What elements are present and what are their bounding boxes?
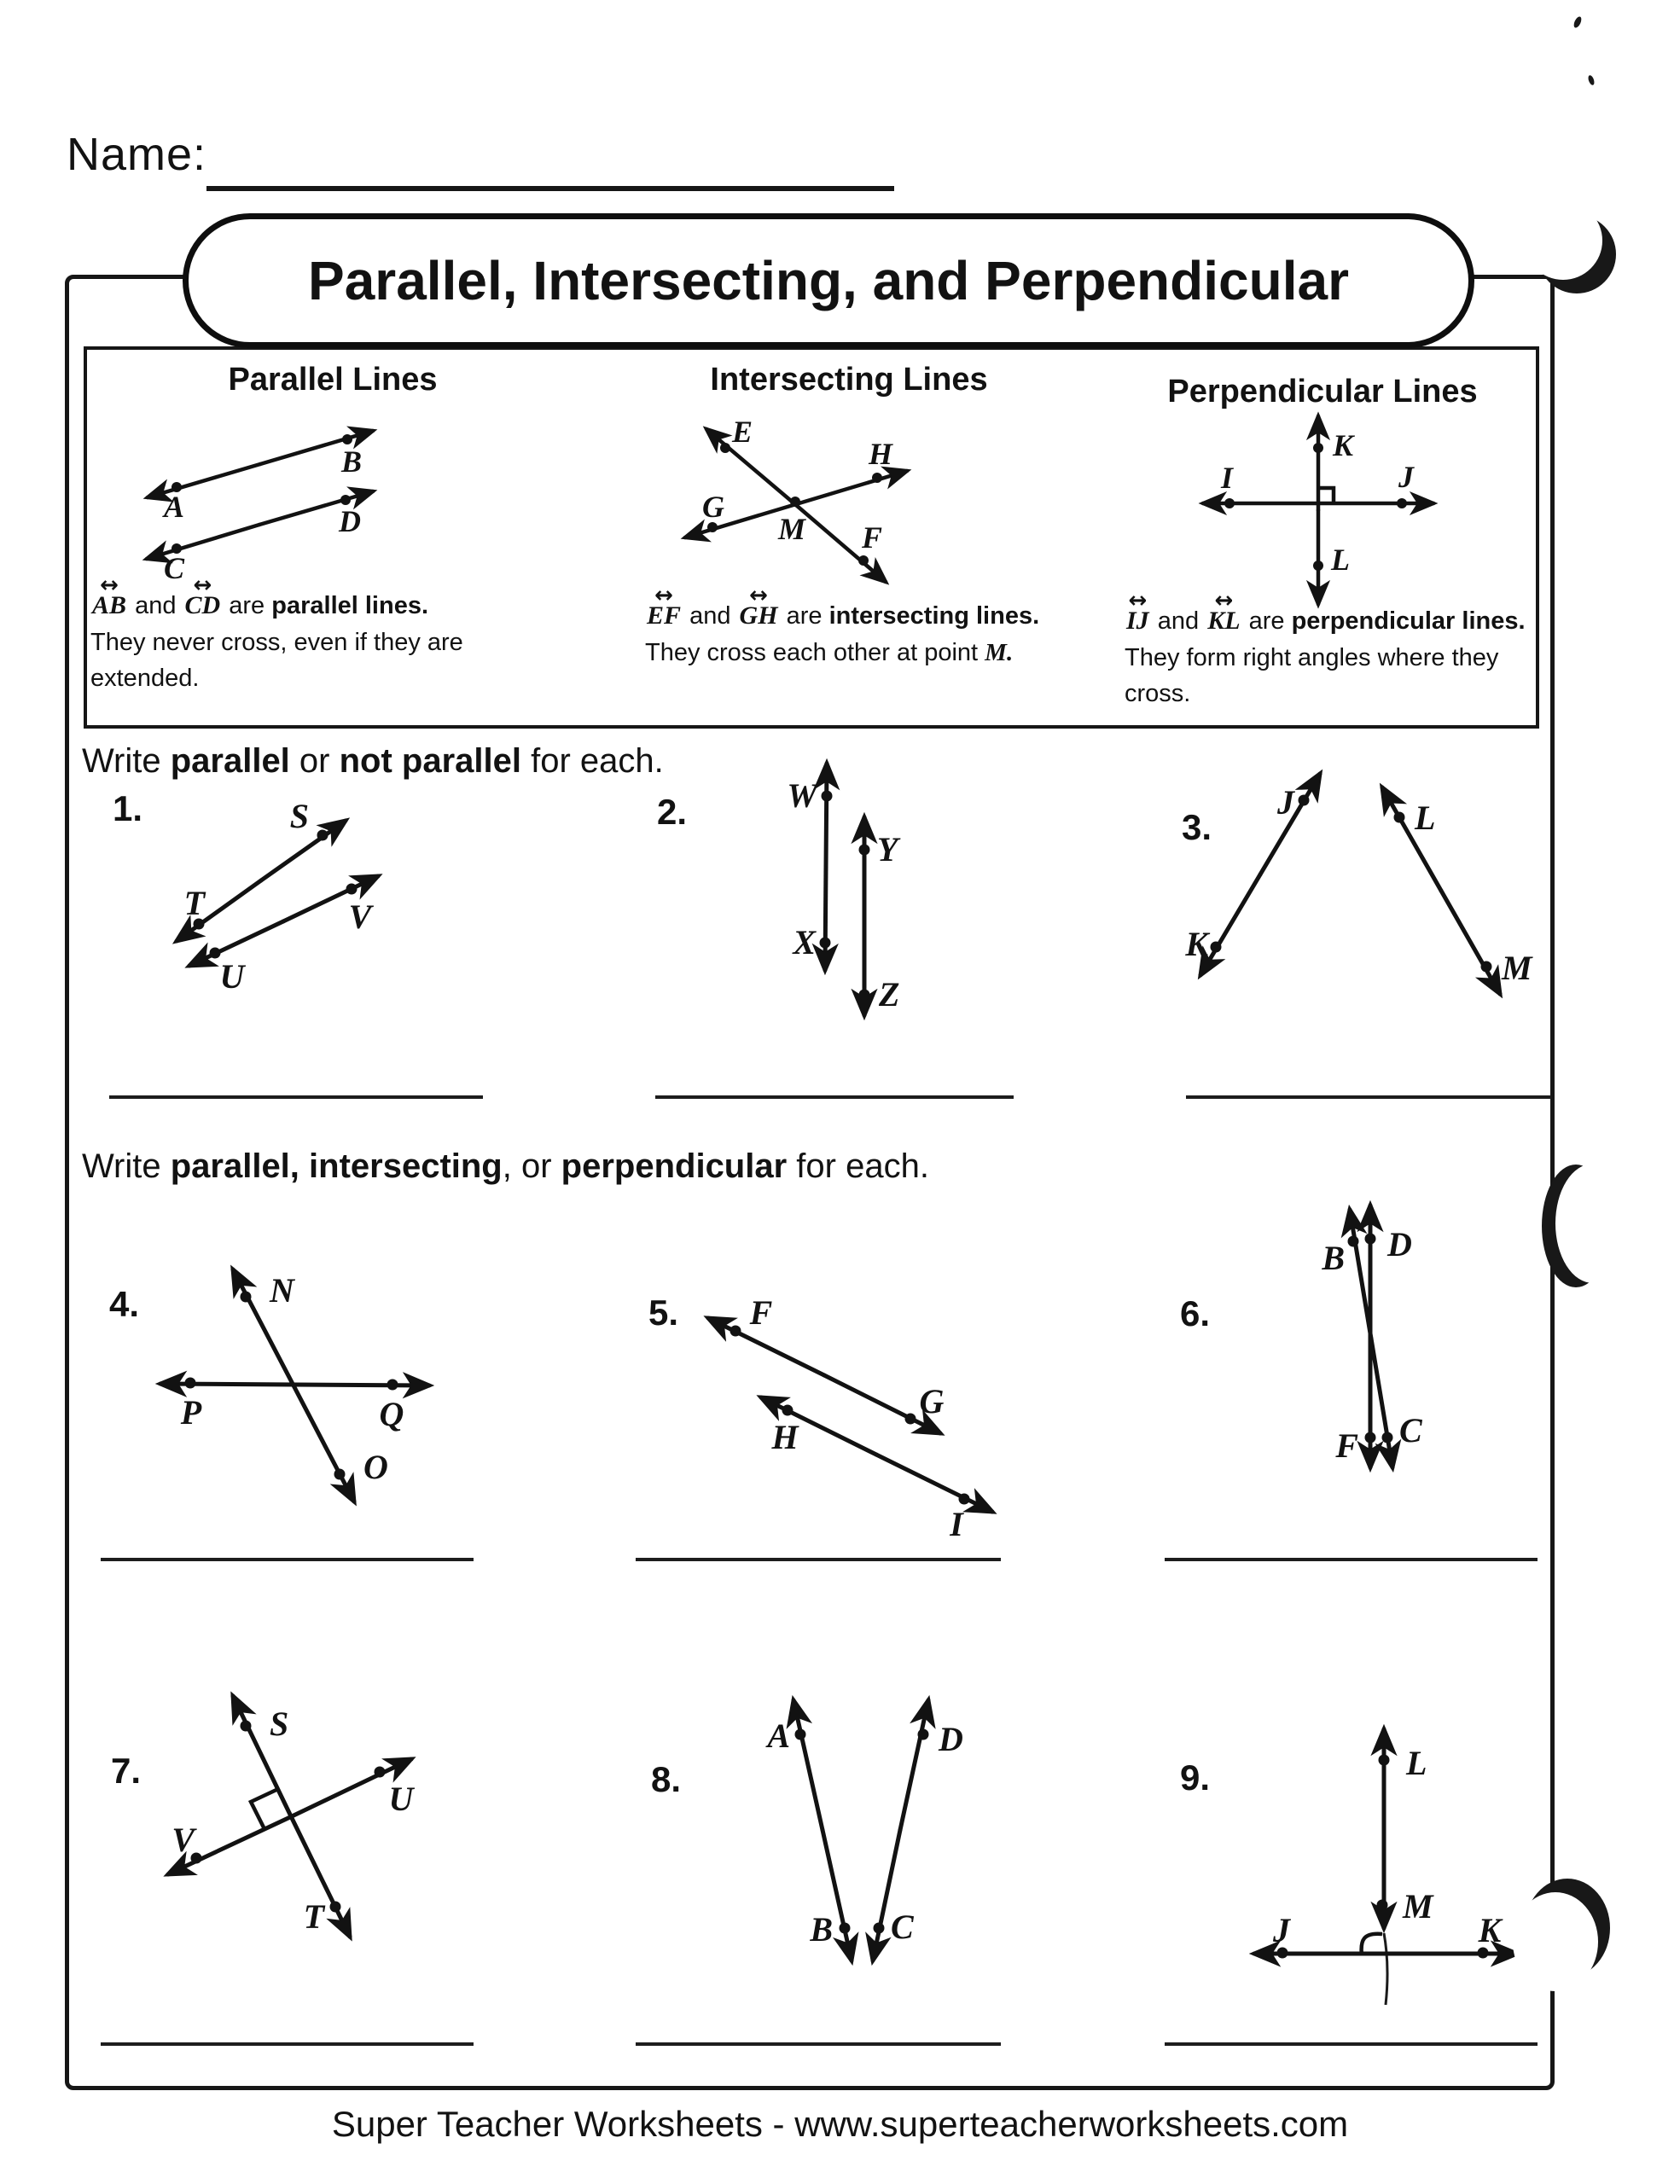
point-label-W: W — [787, 776, 817, 815]
point-U — [375, 1767, 386, 1778]
caption-text: and — [128, 592, 183, 619]
point-W — [822, 791, 833, 802]
point-label-L: L — [1406, 1744, 1427, 1782]
caption-desc: They form right angles where they cross. — [1125, 643, 1499, 707]
point-Y — [859, 845, 870, 856]
line-notation-AB: ↔ AB — [92, 587, 126, 624]
point-M — [790, 497, 800, 507]
diagram-reference-intersecting — [674, 410, 930, 610]
scan-artifact-crescent-bottom — [1523, 1877, 1617, 1992]
point-I — [959, 1494, 970, 1505]
point-N — [241, 1292, 252, 1303]
diagram-problem-2 — [623, 742, 1007, 1028]
problem-7-number: 7. — [111, 1751, 142, 1791]
diagram-problem-5 — [614, 1237, 1032, 1543]
caption-desc — [645, 635, 1166, 671]
problem-1-number: 1. — [113, 788, 143, 828]
point-Q — [387, 1380, 398, 1391]
problem-6-number: 6. — [1180, 1293, 1211, 1333]
point-V — [346, 884, 358, 895]
instr-bold: perpendicular — [561, 1147, 788, 1185]
point-label-B: B — [810, 1910, 833, 1949]
point-A — [795, 1729, 806, 1740]
caption-text: are — [222, 592, 272, 619]
point-label-D: D — [339, 504, 361, 538]
point-label-E: E — [731, 415, 753, 449]
point-label-V: V — [171, 1821, 195, 1859]
problem-5-number: 5. — [648, 1292, 679, 1333]
scan-artifact-crescent-middle — [1540, 1160, 1625, 1292]
caption-bold: perpendicular lines. — [1291, 607, 1526, 635]
instr-bold: not parallel — [339, 742, 521, 780]
caption-text: They cross each other at point — [645, 638, 985, 666]
point-label-D: D — [1387, 1225, 1412, 1263]
point-Z — [859, 990, 870, 1001]
point-label-C: C — [891, 1908, 914, 1946]
intersecting-caption — [645, 597, 1166, 671]
point-B — [1348, 1236, 1359, 1247]
point-H — [782, 1405, 793, 1416]
point-M-reference: M. — [985, 638, 1014, 666]
point-D — [918, 1729, 929, 1740]
point-label-M: M — [1502, 949, 1532, 987]
point-label-K: K — [1185, 925, 1208, 963]
point-label-A: A — [163, 490, 185, 524]
answer-line-6[interactable] — [1165, 1558, 1538, 1561]
point-label-M: M — [777, 512, 806, 546]
point-U — [210, 948, 221, 959]
point-label-V: V — [348, 897, 372, 936]
right-angle-mark — [1318, 488, 1334, 503]
answer-line-3[interactable] — [1186, 1095, 1551, 1099]
point-F — [1365, 1432, 1376, 1443]
diagram-problem-9 — [1135, 1664, 1561, 2018]
point-label-J: J — [1273, 1911, 1290, 1949]
diagram-reference-parallel — [77, 408, 452, 617]
caption-text: are — [779, 602, 829, 630]
point-F — [730, 1326, 741, 1337]
point-label-I: I — [950, 1505, 963, 1543]
point-label-H: H — [868, 437, 893, 471]
point-E — [720, 443, 730, 453]
line-notation-CD: ↔ CD — [185, 587, 221, 624]
point-I — [1224, 498, 1235, 508]
point-F — [858, 555, 869, 566]
point-label-B: B — [340, 444, 363, 479]
caption-bold: intersecting lines. — [828, 602, 1040, 630]
point-label-F: F — [1335, 1426, 1358, 1465]
point-T — [330, 1902, 341, 1913]
point-label-G: G — [702, 490, 724, 524]
perpendicular-caption — [1125, 602, 1551, 712]
line-notation-GH: ↔ GH — [740, 597, 778, 635]
diagram-problem-6 — [1135, 1177, 1493, 1510]
point-label-Z: Z — [879, 975, 900, 1014]
point-label-S: S — [289, 797, 309, 835]
scan-artifact-crescent-top — [1527, 203, 1625, 301]
point-label-H: H — [771, 1418, 799, 1456]
line-notation-EF: ↔ EF — [647, 597, 681, 635]
point-label-L: L — [1415, 799, 1436, 837]
point-label-N: N — [270, 1271, 294, 1310]
point-G — [905, 1414, 916, 1425]
answer-line-7[interactable] — [101, 2042, 474, 2046]
answer-line-9[interactable] — [1165, 2042, 1538, 2046]
instr-bold: parallel, intersecting — [170, 1147, 503, 1185]
point-label-F: F — [861, 520, 883, 555]
problem-3-number: 3. — [1182, 807, 1212, 847]
point-label-L: L — [1331, 543, 1350, 577]
line-FG — [708, 1318, 940, 1433]
parallel-lines-heading: Parallel Lines — [228, 362, 438, 398]
point-label-K: K — [1333, 428, 1354, 462]
scan-artifact-specks — [1566, 10, 1617, 96]
point-label-A: A — [767, 1716, 790, 1755]
caption-desc: They never cross, even if they are extended. — [90, 628, 463, 692]
point-label-S: S — [270, 1705, 289, 1743]
intersecting-lines-heading: Intersecting Lines — [710, 362, 988, 398]
answer-line-5[interactable] — [636, 1558, 1001, 1561]
instruction-section-2 — [82, 1147, 929, 1186]
point-label-J: J — [1277, 783, 1294, 822]
problem-9-number: 9. — [1180, 1757, 1211, 1798]
point-B — [342, 434, 352, 444]
answer-line-8[interactable] — [636, 2042, 1001, 2046]
point-label-F: F — [749, 1293, 773, 1332]
instr-text: Write — [82, 742, 171, 780]
point-M — [1481, 961, 1492, 973]
caption-text: and — [683, 602, 738, 630]
point-L — [1379, 1755, 1390, 1766]
answer-line-2[interactable] — [655, 1095, 1014, 1099]
point-label-Y: Y — [877, 830, 898, 868]
point-label-U: U — [219, 957, 245, 996]
point-X — [820, 938, 831, 949]
point-label-C: C — [163, 551, 185, 585]
point-D — [1365, 1234, 1376, 1245]
point-label-K: K — [1478, 1911, 1502, 1949]
line-notation-IJ: ↔ IJ — [1126, 602, 1149, 640]
instr-text: for each. — [787, 1147, 929, 1185]
line-VU — [168, 1759, 411, 1874]
point-K — [1211, 942, 1222, 953]
point-label-C: C — [1399, 1411, 1422, 1449]
point-label-P: P — [180, 1393, 202, 1432]
parallel-caption — [90, 587, 474, 696]
diagram-problem-4 — [85, 1194, 512, 1536]
diagram-problem-1 — [85, 768, 614, 1024]
problem-4-number: 4. — [109, 1284, 140, 1324]
point-label-I: I — [1220, 461, 1234, 495]
point-H — [872, 473, 882, 483]
point-B — [840, 1923, 851, 1934]
point-label-J: J — [1398, 460, 1414, 494]
title-banner — [183, 213, 1474, 348]
point-label-X: X — [793, 923, 816, 961]
point-label-T: T — [303, 1897, 324, 1936]
point-M — [1377, 1900, 1388, 1911]
perpendicular-lines-heading: Perpendicular Lines — [1167, 374, 1478, 410]
answer-line-1[interactable] — [109, 1095, 483, 1099]
line-LM — [1384, 1729, 1387, 2005]
caption-text: are — [1241, 607, 1292, 635]
point-O — [334, 1469, 346, 1480]
point-L — [1313, 561, 1323, 571]
point-C — [1382, 1432, 1393, 1443]
problem-8-number: 8. — [651, 1759, 682, 1799]
footer-credit: Super Teacher Worksheets - www.superteacherworksheets.com — [331, 2104, 1349, 2144]
problem-2-number: 2. — [657, 792, 688, 832]
instr-text: for each. — [520, 742, 664, 780]
caption-text: and — [1150, 607, 1206, 635]
line-notation-KL: ↔ KL — [1207, 602, 1240, 640]
diagram-problem-3 — [1126, 751, 1578, 1015]
instr-text: Write — [82, 1147, 171, 1185]
instr-text: , or — [502, 1147, 561, 1185]
point-J — [1397, 498, 1407, 508]
diagram-problem-8 — [614, 1647, 1041, 1996]
point-label-G: G — [919, 1382, 945, 1420]
point-P — [185, 1378, 196, 1389]
point-label-B: B — [1322, 1239, 1345, 1277]
point-label-M: M — [1403, 1887, 1433, 1926]
caption-bold: parallel lines. — [271, 592, 429, 619]
point-label-O: O — [363, 1448, 388, 1486]
point-L — [1394, 812, 1405, 823]
point-J — [1299, 795, 1310, 806]
point-S — [317, 830, 328, 841]
instr-text: or — [289, 742, 340, 780]
point-label-T: T — [183, 884, 205, 922]
name-label: Name: — [67, 129, 207, 180]
name-input-line[interactable] — [206, 130, 894, 191]
line-tail — [1384, 1933, 1387, 2005]
instr-bold: parallel — [170, 742, 290, 780]
diagram-problem-7 — [85, 1647, 512, 1992]
point-label-Q: Q — [379, 1395, 404, 1433]
point-C — [874, 1923, 885, 1934]
point-S — [241, 1721, 252, 1732]
page-title: Parallel, Intersecting, and Perpendicular — [308, 250, 1349, 311]
point-K — [1313, 443, 1323, 453]
answer-line-4[interactable] — [101, 1558, 474, 1561]
point-label-U: U — [388, 1780, 414, 1818]
point-label-D: D — [939, 1720, 963, 1758]
